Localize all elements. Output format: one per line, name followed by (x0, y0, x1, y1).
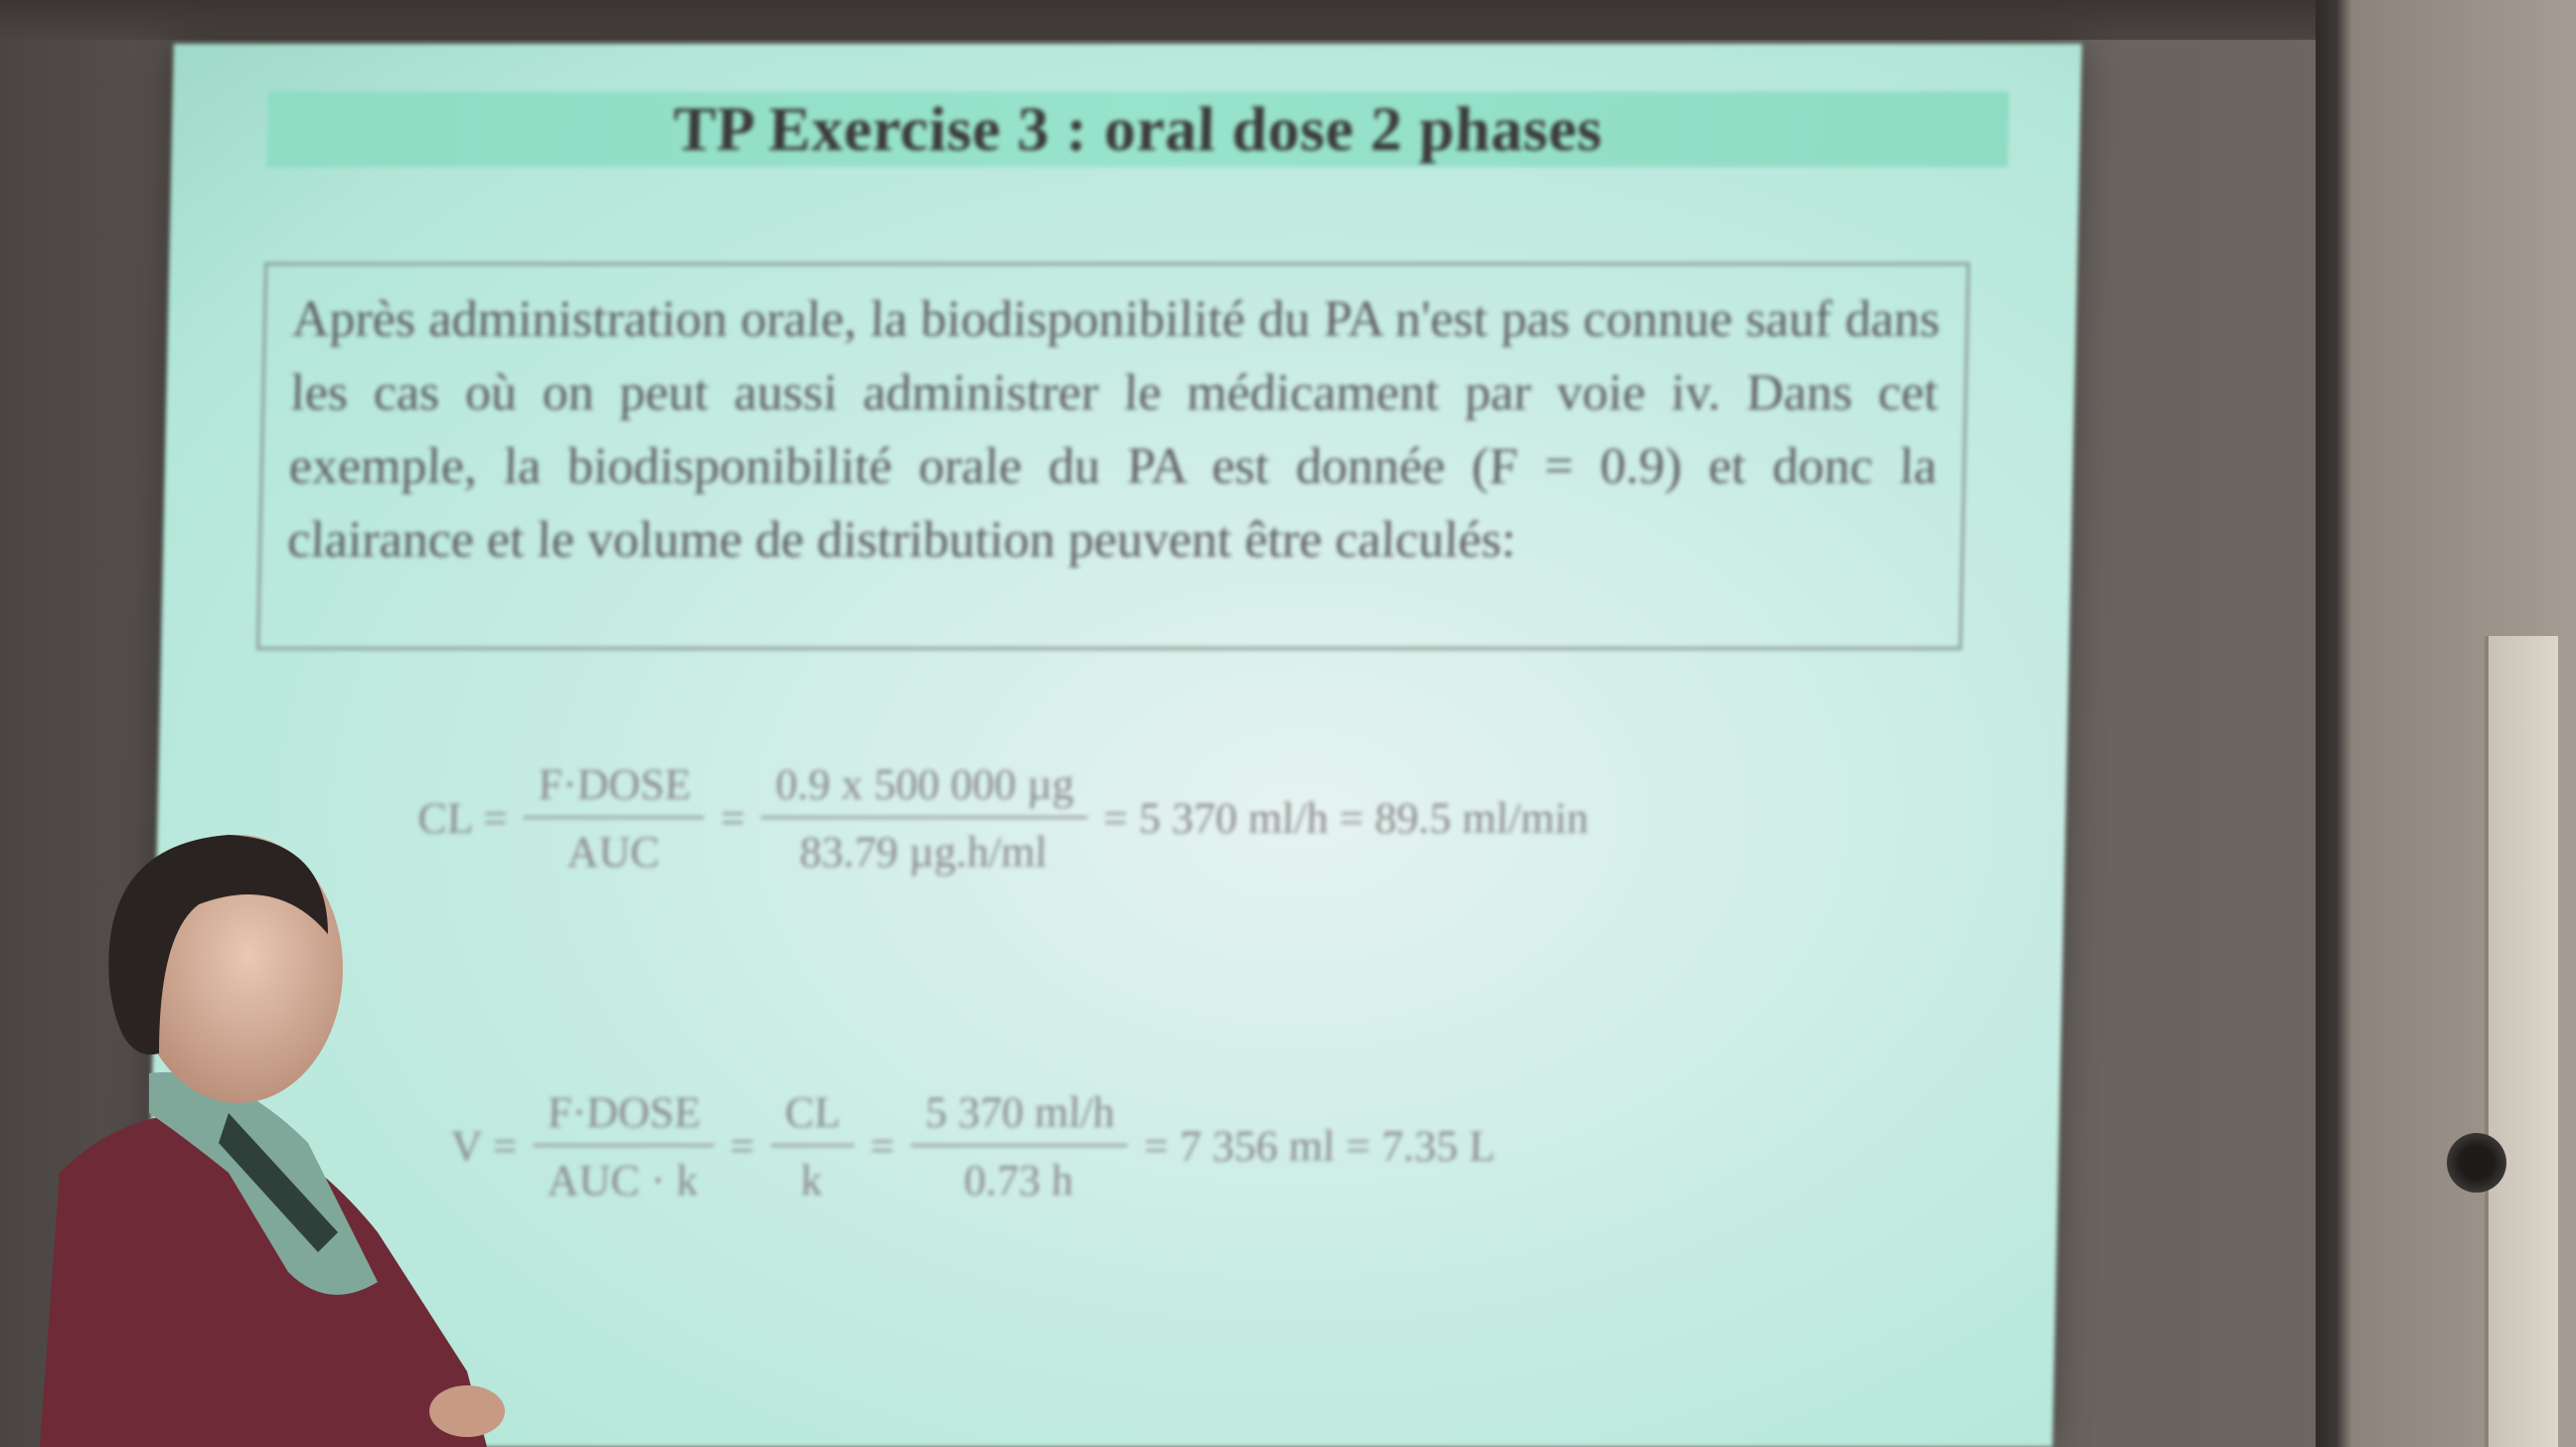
door-frame (2485, 636, 2558, 1447)
presenter-hand (429, 1385, 505, 1437)
cl-lhs: CL = (416, 794, 509, 843)
slide-paragraph: Après administration orale, la biodisponibilité du PA n'est pas connue sauf dans les cas où on peut aussi administrer le médicament par voie iv. Dans cet exemple, la biodisponibilité orale du PA est donnée (F = 0.9) et donc la clairance et le volume de distribution peuvent être calculés: (286, 291, 1941, 568)
slide-text-box (256, 262, 1970, 650)
v-lhs: V = (450, 1122, 518, 1171)
cl-frac2-numerator: 0.9 x 500 000 µg (761, 759, 1089, 819)
v-fraction-3 (909, 1087, 1129, 1206)
cl-frac1-denominator: AUC (566, 828, 661, 877)
wall-top (0, 0, 2576, 40)
slide-title-band (266, 91, 2010, 167)
cl-frac1-numerator: F·DOSE (524, 759, 706, 819)
cl-fraction-2 (759, 759, 1088, 878)
v-frac2-numerator: CL (770, 1087, 855, 1147)
v-frac3-numerator: 5 370 ml/h (910, 1087, 1129, 1147)
presenter (0, 815, 517, 1447)
door-handle (2447, 1133, 2506, 1193)
v-frac3-denominator: 0.73 h (963, 1156, 1074, 1205)
v-equals-1: = (728, 1122, 755, 1171)
cl-fraction-1 (523, 759, 707, 878)
v-fraction-2 (769, 1087, 856, 1206)
cl-result: = 5 370 ml/h = 89.5 ml/min (1102, 794, 1590, 843)
v-frac1-numerator: F·DOSE (533, 1087, 715, 1147)
slide-title: TP Exercise 3 : oral dose 2 phases (672, 93, 1604, 164)
v-fraction-1 (532, 1087, 716, 1206)
clearance-formula (410, 759, 1596, 878)
v-equals-2: = (869, 1122, 895, 1171)
v-frac1-denominator: AUC · k (547, 1156, 699, 1205)
v-result: = 7 356 ml = 7.35 L (1143, 1122, 1497, 1171)
volume-formula (443, 1087, 1503, 1206)
v-frac2-denominator: k (800, 1156, 824, 1205)
cl-frac2-denominator: 83.79 µg.h/ml (799, 828, 1048, 877)
cl-equals: = (720, 794, 746, 843)
